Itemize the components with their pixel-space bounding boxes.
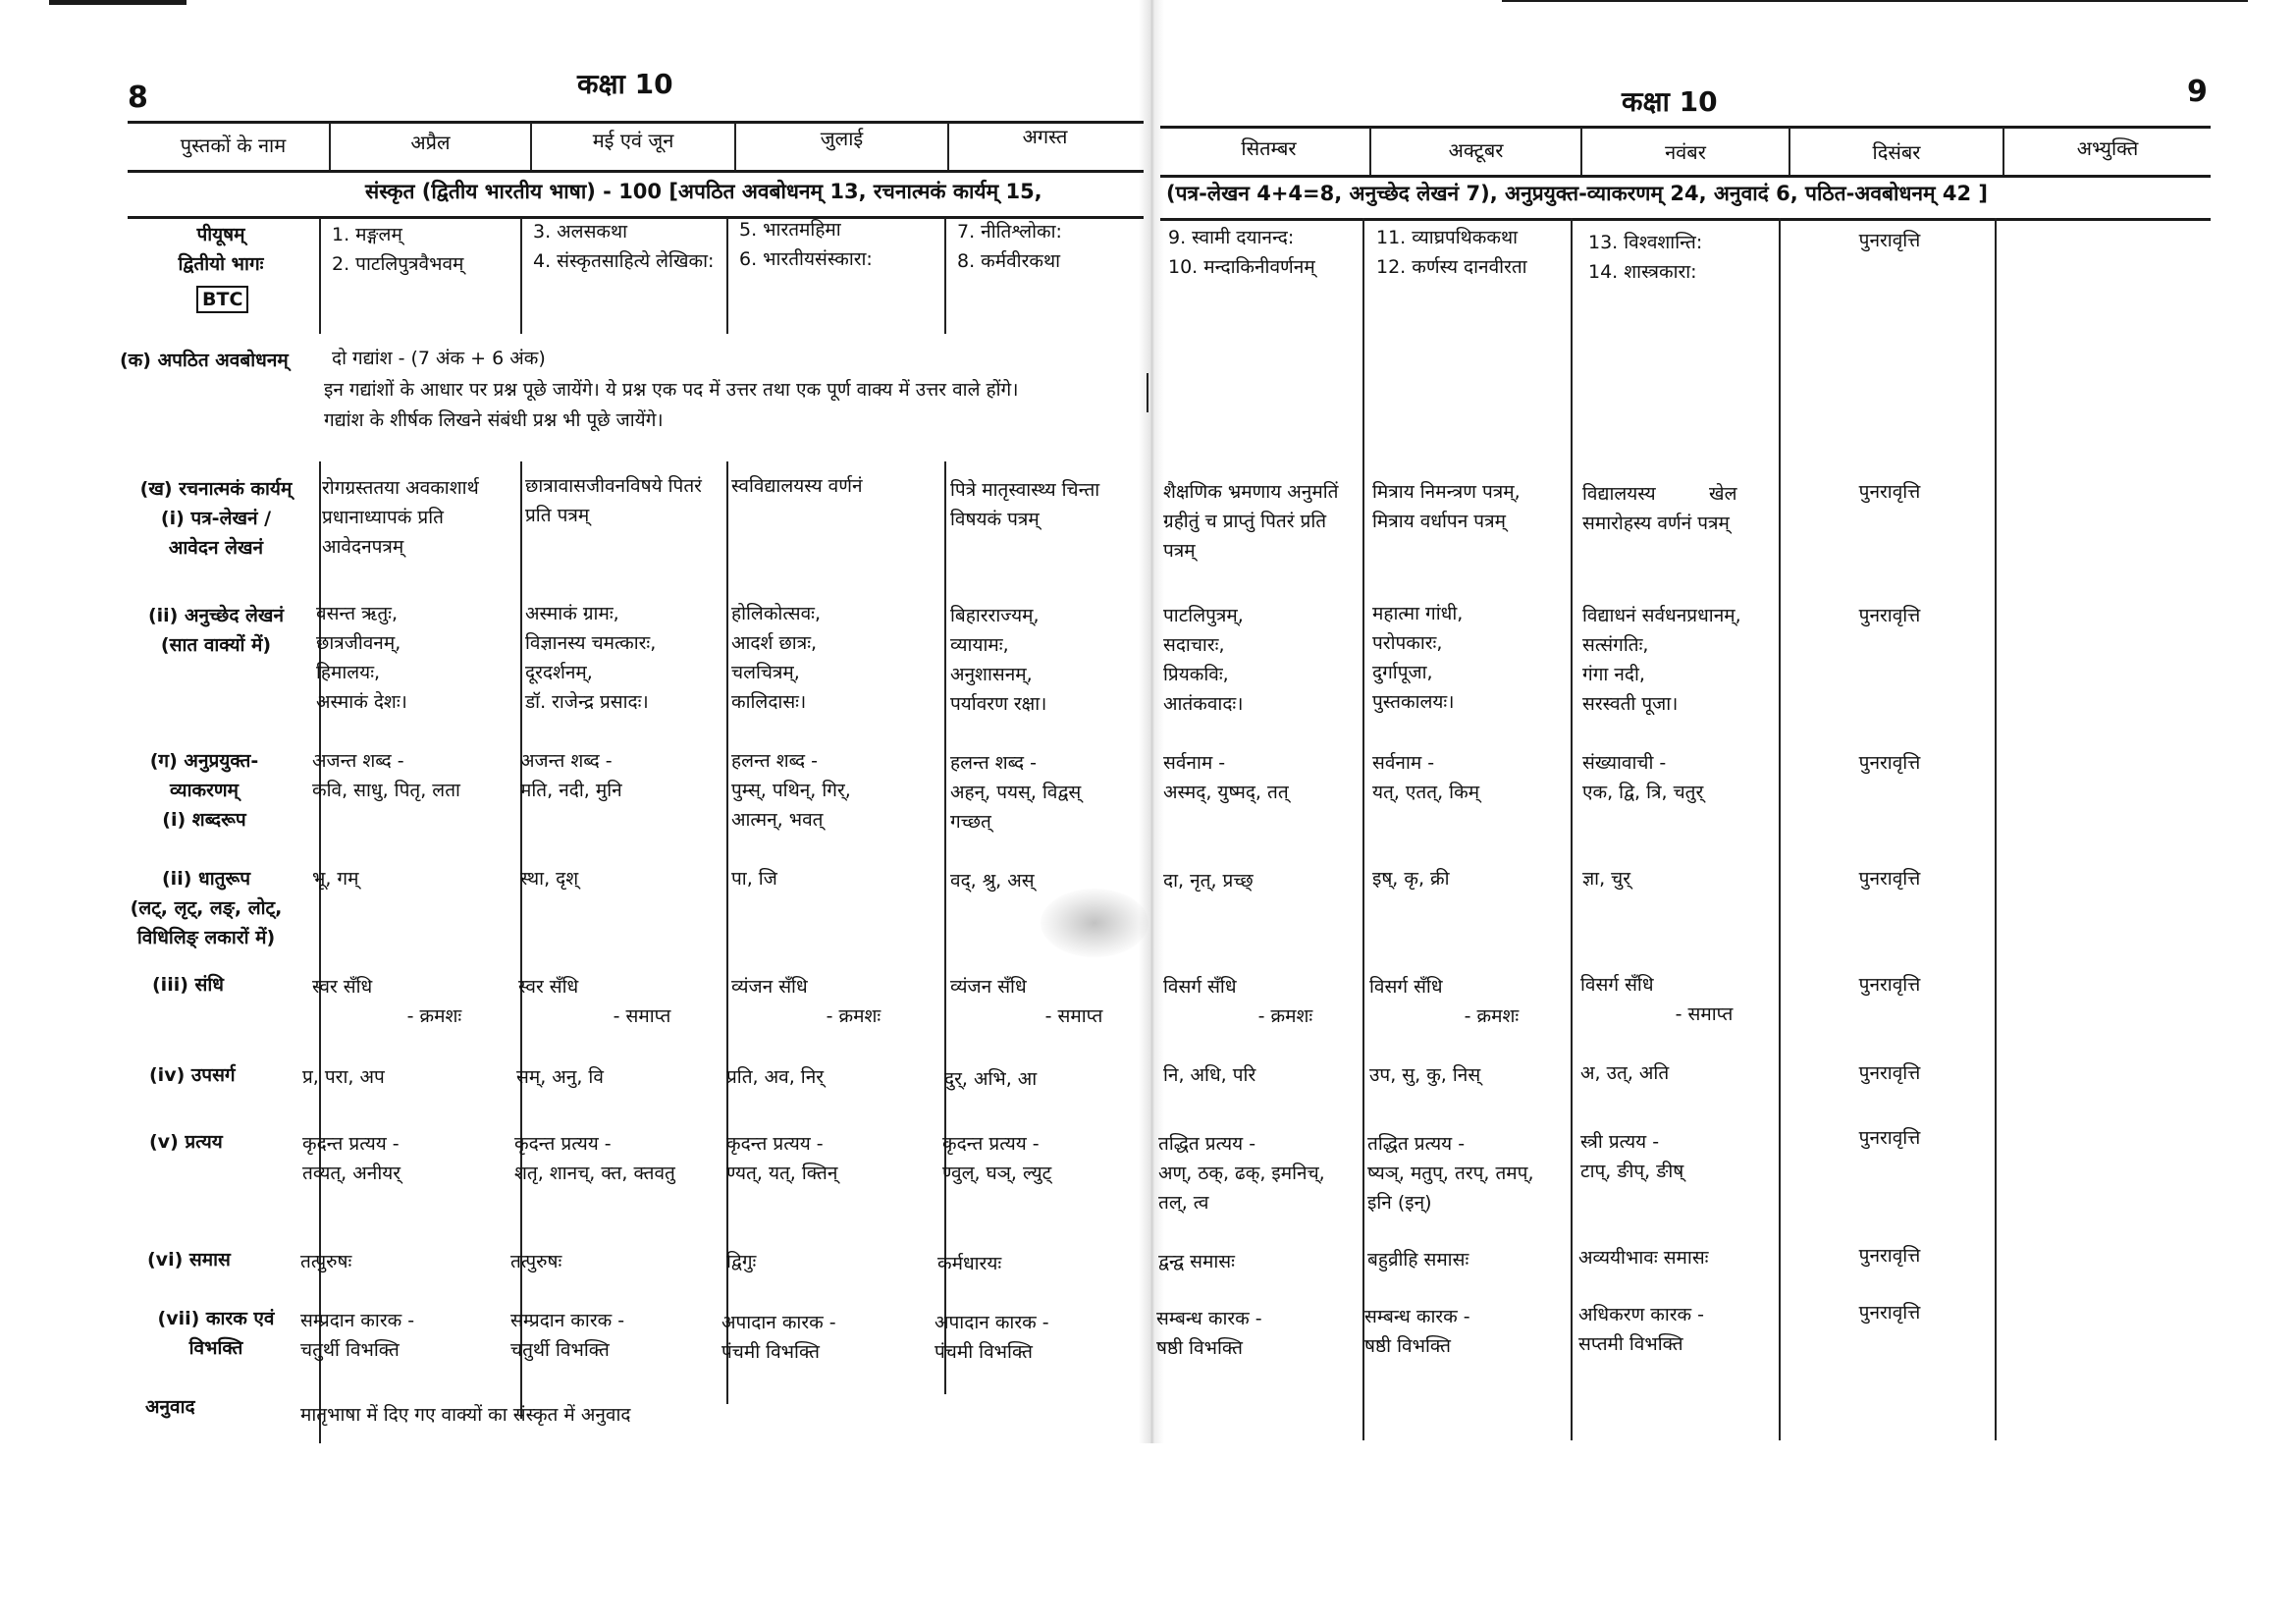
cell-samasa-august: कर्मधारयः <box>937 1253 1002 1274</box>
cell-noun-may-june: अजन्त शब्द - मति, नदी, मुनि <box>520 750 622 801</box>
col-line <box>1995 218 1997 1440</box>
cell-letter-august: पित्रे मातृस्वास्थ्य चिन्ता विषयकं पत्रम् <box>950 479 1100 530</box>
cell-sandhi-may-june: स्वर सँधि - समाप्त <box>518 976 671 1027</box>
cell-karaka-may-june: सम्प्रदान कारक - चतुर्थी विभक्ति <box>510 1310 625 1361</box>
col-line <box>319 218 321 334</box>
col-line <box>944 218 946 334</box>
cell-upasarga-april: प्र, परा, अप <box>302 1066 385 1088</box>
cell-noun-november: संख्यावाची - एक, द्वि, त्रि, चतुर् <box>1582 752 1704 803</box>
cell-letter-november: विद्यालयस्य खेल समारोहस्य वर्णनं पत्रम् <box>1582 483 1737 534</box>
cell-upasarga-november: अ, उत्, अति <box>1580 1062 1670 1084</box>
cell-noun-august: हलन्त शब्द - अहन्, पयस्, विद्वस् गच्छत् <box>950 752 1082 833</box>
cell-noun-october: सर्वनाम - यत्, एतत्, किम् <box>1372 752 1480 803</box>
header-april: अप्रैल <box>410 131 451 154</box>
header-july: जुलाई <box>820 127 864 150</box>
header-august: अगस्त <box>1022 125 1068 148</box>
cell-upasarga-september: नि, अधि, परि <box>1163 1064 1256 1086</box>
cell-paragraph-october: महात्मा गांधी, परोपकारः, दुर्गापूजा, पुस्तकालयः। <box>1372 603 1464 713</box>
cell-paragraph-july: होलिकोत्सवः, आदर्श छात्रः, चलचित्रम्, कालिदासः। <box>731 603 822 713</box>
unseen-line-2: इन गद्यांशों के आधार पर प्रश्न पूछे जायेंगे। ये प्रश्न एक पद में उत्तर तथा एक पूर्ण वाक्य में उत्तर वाले होंगे। <box>324 379 1019 401</box>
cell-sandhi-april: स्वर सँधि - क्रमशः <box>312 976 462 1027</box>
cell-verb-september: दा, नृत्, प्रच्छ् <box>1163 870 1254 892</box>
cell-paragraph-april: वसन्त ऋतुः, छात्रजीवनम्, हिमालयः, अस्माकं देशः। <box>316 603 407 713</box>
cell-letter-october: मित्राय निमन्त्रण पत्रम्, मित्राय वर्धापन पत्रम् <box>1372 481 1521 532</box>
cell-paragraph-november: विद्याधनं सर्वधनप्रधानम्, सत्संगतिः, गंगा नदी, सरस्वती पूजा। <box>1582 605 1741 715</box>
cell-pratyaya-november: स्त्री प्रत्यय - टाप्, ङीप्, ङीष् <box>1580 1131 1684 1182</box>
subject-line-left: संस्कृत (द्वितीय भारतीय भाषा) - 100 [अपठित अवबोधनम् 13, रचनात्मकं कार्यम् 15, <box>365 180 1042 203</box>
cell-sandhi-september: विसर्ग सँधि - क्रमशः <box>1163 976 1313 1027</box>
btc-badge: BTC <box>196 286 248 313</box>
row-label-sandhi: (iii) संधि <box>152 974 224 996</box>
lessons-december: पुनरावृत्ति <box>1858 230 1921 251</box>
unseen-line-3: गद्यांश के शीर्षक लिखने संबंधी प्रश्न भी पूछे जायेंगे। <box>324 409 664 431</box>
cell-noun-april: अजन्त शब्द - कवि, साधु, पितृ, लता <box>312 750 460 801</box>
col-line <box>726 218 728 334</box>
header-october: अक्टूबर <box>1448 138 1504 162</box>
cell-samasa-september: द्वन्द्व समासः <box>1158 1251 1235 1272</box>
row-label-upasarga: (iv) उपसर्ग <box>149 1064 236 1086</box>
header-bottom-rule-right <box>1160 175 2211 178</box>
cell-pratyaya-september: तद्धित प्रत्यय - अण्, ठक्, ढक्, इमनिच्, तल्, त्व <box>1158 1133 1325 1214</box>
scan-edge-mark <box>49 0 187 5</box>
subject-bottom-rule-right <box>1160 218 2211 221</box>
cell-letter-december: पुनरावृत्ति <box>1858 481 1921 503</box>
header-november: नवंबर <box>1665 140 1706 164</box>
lessons-october: 11. व्याघ्रपथिककथा 12. कर्णस्य दानवीरता <box>1376 227 1527 278</box>
header-remarks: अभ्युक्ति <box>2076 136 2139 160</box>
cell-upasarga-october: उप, सु, कु, निस् <box>1369 1064 1481 1086</box>
scan-edge-line <box>1502 0 2248 2</box>
cell-karaka-september: सम्बन्ध कारक - षष्ठी विभक्ति <box>1156 1308 1262 1359</box>
cell-verb-april: भू, गम् <box>312 868 359 890</box>
lessons-september: 9. स्वामी दयानन्द: 10. मन्दाकिनीवर्णनम् <box>1168 227 1315 278</box>
col-line <box>1779 218 1781 1440</box>
cell-pratyaya-october: तद्धित प्रत्यय - ष्यञ्, मतुप्, तरप्, तमप्, इनि (इन्) <box>1367 1133 1534 1214</box>
cell-upasarga-december: पुनरावृत्ति <box>1858 1062 1921 1084</box>
cell-upasarga-july: प्रति, अव, निर् <box>726 1066 825 1088</box>
lessons-august: 7. नीतिश्लोका: 8. कर्मवीरकथा <box>957 221 1062 272</box>
cell-verb-may-june: स्था, दृश् <box>520 868 579 890</box>
cell-samasa-october: बहुव्रीहि समासः <box>1367 1249 1469 1271</box>
cell-samasa-december: पुनरावृत्ति <box>1858 1245 1921 1267</box>
page-title-left: कक्षा 10 <box>577 68 673 100</box>
cell-paragraph-september: पाटलिपुत्रम्, सदाचारः, प्रियकविः, आतंकवादः। <box>1163 605 1244 715</box>
col-line <box>520 218 522 334</box>
header-september: सितम्बर <box>1241 136 1297 160</box>
cell-samasa-april: तत्पुरुषः <box>300 1251 352 1272</box>
cell-karaka-april: सम्प्रदान कारक - चतुर्थी विभक्ति <box>300 1310 415 1361</box>
cell-samasa-may-june: तत्पुरुषः <box>510 1251 562 1272</box>
page-number-left: 8 <box>128 81 148 115</box>
cell-pratyaya-may-june: कृदन्त प्रत्यय - शतृ, शानच्, क्त, क्तवतु <box>514 1133 675 1184</box>
cell-letter-may-june: छात्रावासजीवनविषये पितरं प्रति पत्रम् <box>525 475 702 526</box>
cell-upasarga-may-june: सम्, अनु, वि <box>516 1066 604 1088</box>
lessons-may-june: 3. अलसकथा 4. संस्कृतसाहित्ये लेखिका: <box>533 221 715 272</box>
col-line <box>1362 218 1364 1440</box>
cell-sandhi-july: व्यंजन सँधि - क्रमशः <box>731 976 881 1027</box>
cell-sandhi-november: विसर्ग सँधि - समाप्त <box>1580 974 1734 1025</box>
cell-paragraph-december: पुनरावृत्ति <box>1858 605 1921 626</box>
row-label-verb-forms: (ii) धातुरूप (लट्, लृट्, लङ्, लोट्, विधिलिङ् लकारों में) <box>130 868 283 948</box>
row-label-karaka: (vii) कारक एवं विभक्ति <box>157 1308 275 1359</box>
cell-verb-november: ज्ञा, चुर् <box>1582 868 1631 890</box>
unseen-label: (क) अपठित अवबोधनम् <box>120 350 289 371</box>
cell-letter-september: शैक्षणिक भ्रमणाय अनुमतिं ग्रहीतुं च प्राप्तुं पितरं प्रति पत्रम् <box>1163 481 1339 562</box>
row-label-samasa: (vi) समास <box>147 1249 231 1271</box>
cell-samasa-november: अव्ययीभावः समासः <box>1578 1247 1709 1269</box>
book-name: पीयूषम् द्वितीयो भागः <box>178 224 264 275</box>
subject-line-right: (पत्र-लेखन 4+4=8, अनुच्छेद लेखनं 7), अनुप्रयुक्त-व्याकरणम् 24, अनुवादं 6, पठित-अवबोधनम् 42 ] <box>1166 182 1989 205</box>
cell-karaka-august: अपादान कारक - पंचमी विभक्ति <box>934 1312 1049 1363</box>
cell-paragraph-may-june: अस्माकं ग्रामः, विज्ञानस्य चमत्कारः, दूरदर्शनम्, डॉ. राजेन्द्र प्रसादः। <box>525 603 657 713</box>
scan-smudge <box>1041 889 1148 957</box>
cell-noun-december: पुनरावृत्ति <box>1858 752 1921 774</box>
page-title-right: कक्षा 10 <box>1622 85 1718 118</box>
cell-pratyaya-august: कृदन्त प्रत्यय - ण्वुल्, घञ्, ल्युट् <box>942 1133 1052 1184</box>
row-label-paragraph: (ii) अनुच्छेद लेखनं (सात वाक्यों में) <box>147 605 285 656</box>
translation-text: मातृभाषा में दिए गए वाक्यों का संस्कृत में अनुवाद <box>300 1404 631 1426</box>
lessons-july: 5. भारतमहिमा 6. भारतीयसंस्कारा: <box>739 219 873 270</box>
cell-paragraph-august: बिहारराज्यम्, व्यायामः, अनुशासनम्, पर्यावरण रक्षा। <box>950 605 1047 715</box>
cell-noun-september: सर्वनाम - अस्मद्, युष्मद्, तत् <box>1163 752 1289 803</box>
cell-letter-april: रोगग्रस्ततया अवकाशार्थ प्रधानाध्यापकं प्रति आवेदनपत्रम् <box>322 477 479 558</box>
lessons-april: 1. मङ्गलम् 2. पाटलिपुत्रवैभवम् <box>332 224 464 275</box>
cell-verb-july: पा, जि <box>731 868 777 890</box>
row-label-translation: अनुवाद <box>145 1396 195 1418</box>
cell-karaka-july: अपादान कारक - पंचमी विभक्ति <box>721 1312 836 1363</box>
header-top-rule-right <box>1160 126 2211 129</box>
header-books: पुस्तकों के नाम <box>180 134 287 157</box>
cell-letter-july: स्वविद्यालयस्य वर्णनं <box>731 475 863 497</box>
row-label-pratyaya: (v) प्रत्यय <box>149 1131 223 1153</box>
cell-karaka-november: अधिकरण कारक - सप्तमी विभक्ति <box>1578 1304 1705 1355</box>
cell-karaka-october: सम्बन्ध कारक - षष्ठी विभक्ति <box>1364 1306 1470 1357</box>
cell-upasarga-august: दुर्, अभि, आ <box>944 1068 1038 1090</box>
cell-sandhi-october: विसर्ग सँधि - क्रमशः <box>1369 976 1520 1027</box>
unseen-line-1: दो गद्यांश - (7 अंक + 6 अंक) <box>332 348 546 369</box>
col-line <box>1147 373 1148 412</box>
cell-sandhi-december: पुनरावृत्ति <box>1858 974 1921 996</box>
page-number-right: 9 <box>2187 75 2208 109</box>
cell-samasa-july: द्विगुः <box>726 1251 757 1272</box>
cell-verb-december: पुनरावृत्ति <box>1858 868 1921 890</box>
cell-noun-july: हलन्त शब्द - पुम्स्, पथिन्, गिर्, आत्मन्, भवत् <box>731 750 851 831</box>
cell-sandhi-august: व्यंजन सँधि - समाप्त <box>950 976 1103 1027</box>
lessons-november: 13. विश्वशान्ति: 14. शास्त्रकारा: <box>1588 232 1703 283</box>
row-label-noun-forms: (ग) अनुप्रयुक्त- व्याकरणम् (i) शब्दरूप <box>149 750 259 831</box>
header-may-june: मई एवं जून <box>592 129 674 152</box>
cell-verb-october: इष्, कृ, क्री <box>1372 868 1450 890</box>
cell-karaka-december: पुनरावृत्ति <box>1858 1302 1921 1324</box>
cell-pratyaya-april: कृदन्त प्रत्यय - तव्यत्, अनीयर् <box>302 1133 401 1184</box>
header-december: दिसंबर <box>1872 140 1921 164</box>
header-bottom-rule-left <box>128 170 1144 173</box>
cell-pratyaya-july: कृदन्त प्रत्यय - ण्यत्, यत्, क्तिन् <box>726 1133 838 1184</box>
col-line <box>1571 218 1573 1440</box>
cell-verb-august: वद्, श्रु, अस् <box>950 870 1035 892</box>
row-label-letter: (ख) रचनात्मकं कार्यम् (i) पत्र-लेखनं / आवेदन लेखनं <box>139 478 293 559</box>
cell-pratyaya-december: पुनरावृत्ति <box>1858 1127 1921 1149</box>
